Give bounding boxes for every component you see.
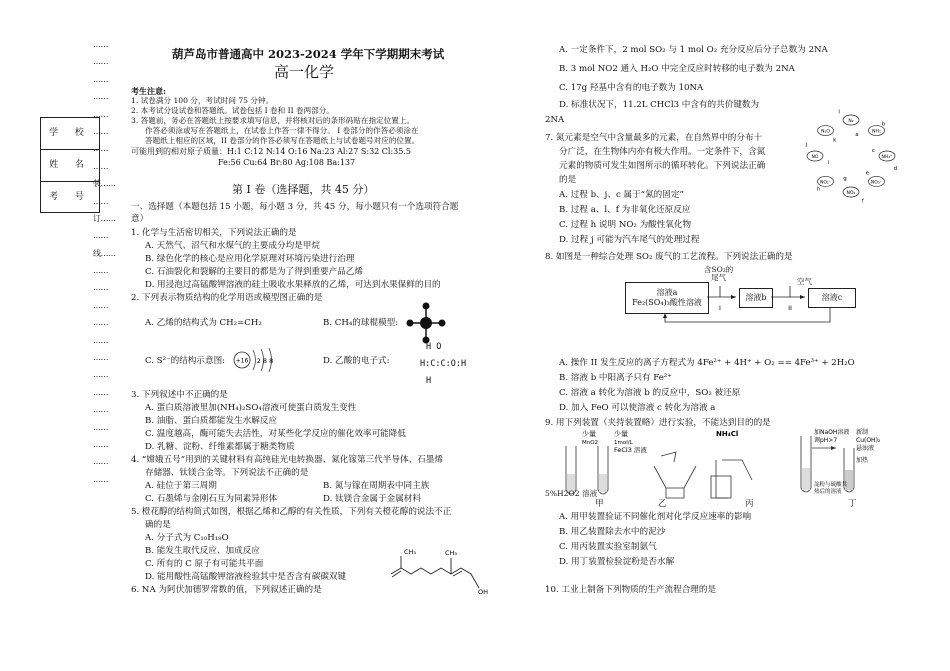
q9-stem: 9. 用下列装置（夹持装置略）进行实验，不能达到目的的是 [545, 418, 771, 428]
q9-option-c[interactable]: C. 用丙装置实验室制氨气 [559, 542, 657, 552]
ion-charge: +16 [235, 357, 249, 365]
note-line: 答题纸上相应的区域，II 卷部分的作答必须写在答题纸上与试卷题号对应的位置。 [145, 136, 420, 145]
hydroxyl-label: OH [478, 588, 489, 596]
cycle-process-letter: h [816, 186, 821, 193]
subject-title: 高一化学 [274, 63, 335, 81]
q9-option-a[interactable]: A. 用甲装置验证不同催化剂对化学反应速率的影响 [559, 512, 752, 522]
cu-2: Cu(OH)₂ [856, 437, 881, 444]
section-instructions-cont: 意） [131, 214, 149, 224]
q4-stem: 4. “嫦娥五号”用到的关键材料有高纯硅光电转换器、氮化镓第三代半导体、石墨烯 [131, 455, 443, 465]
ball-stick-model-icon [402, 300, 450, 346]
q2-stem: 2. 下列表示物质结构的化学用语或模型图正确的是 [131, 293, 323, 303]
l2: MnO2 [582, 440, 599, 446]
margin-dot: …… [93, 474, 108, 484]
q6-option-c[interactable]: C. 17g 羟基中含有的电子数为 10NA [559, 83, 704, 93]
q7-option-b[interactable]: B. 过程 a、l、f 为非氧化还原反应 [559, 205, 691, 215]
cycle-node-label: NO₂⁻ [819, 180, 832, 186]
margin-dot: …… [93, 387, 108, 397]
q5-option-d[interactable]: D. 能用酸性高锰酸钾溶液检验其中是否含有碳碳双键 [145, 572, 347, 582]
margin-dot: …… [93, 266, 108, 276]
cycle-node-label: NO [811, 155, 819, 160]
cycle-process-letter: k [833, 137, 837, 144]
starch-1: 淀粉与硫酸共 [814, 482, 848, 488]
l3: 少量 [614, 430, 628, 438]
flow-box-solution-b: 溶液b [739, 288, 773, 308]
margin-dot: …… [93, 109, 108, 119]
q5-stem: 5. 橙花醇的结构简式如图，根据乙烯和乙醇的有关性质，下列有关橙花醇的说法不正 [131, 507, 452, 517]
step-2: II [788, 304, 792, 312]
q7-stem-3: 元素的物质可发生如图所示的循环转化。下列说法正确 [559, 161, 766, 171]
margin-dot: …… [93, 40, 108, 49]
heat-label: 加热 [856, 457, 869, 464]
margin-dot: …… [93, 144, 108, 154]
naoh-1: 加NaOH溶液 [814, 429, 850, 436]
q7-option-c[interactable]: C. 过程 h 说明 NO₂ 为酸性氧化物 [559, 220, 692, 230]
l5: FeCl3 溶液 [614, 446, 647, 454]
nerol-structure-icon [383, 546, 493, 596]
q3-option-a[interactable]: A. 蛋白质溶液里加(NH₄)₂SO₄溶液可使蛋白质发生变性 [145, 403, 357, 413]
cycle-process-letter: l [838, 109, 840, 116]
margin-dot: …… [93, 318, 108, 328]
q10-stem: 10. 工业上制备下列物质的生产流程合理的是 [545, 585, 717, 595]
h2o2-label: 5%H2O2 溶液 [545, 489, 598, 498]
ed-bot: H [426, 376, 432, 387]
exam-title: 葫芦岛市普通高中 2023-2024 学年下学期期末考试 [172, 47, 445, 61]
margin-dot: 订…… [93, 213, 116, 223]
q4-option-d[interactable]: D. 钛镁合金属于金属材料 [323, 494, 421, 504]
ed-top: H O [426, 342, 442, 352]
flow-arrows [600, 270, 880, 332]
q5-stem-cont: 确的是 [145, 520, 171, 530]
nitrogen-cycle-diagram [803, 108, 899, 204]
margin-dot: …… [93, 422, 108, 432]
margin-dot: …… [93, 283, 108, 293]
nh4cl-label: NH₄Cl [716, 430, 739, 438]
q4-option-a[interactable]: A. 硅位于第三周期 [145, 481, 217, 491]
flow-input-1: 含SO₂的 [704, 265, 734, 274]
q5-option-a[interactable]: A. 分子式为 C₁₀H₁₈O [145, 533, 229, 543]
note-line: 3. 答题前，务必在答题纸上按要求填写信息，并将核对后的条形码贴在指定位置上。 [131, 116, 415, 125]
q3-option-d[interactable]: D. 乳糖、淀粉、纤维素都属于糖类物质 [145, 442, 295, 452]
binding-margin [93, 40, 115, 492]
margin-dot: …… [93, 92, 108, 102]
cu-1: 新制 [856, 429, 869, 436]
margin-dot: …… [93, 353, 108, 363]
naoh-2: 调pH>7 [814, 437, 838, 444]
q9-apparatus [556, 428, 886, 506]
q5-option-c[interactable]: C. 所有的 C 原子有可能共平面 [145, 559, 264, 569]
margin-dot: …… [93, 231, 108, 241]
q1-option-d[interactable]: D. 用浸泡过高锰酸钾溶液的硅土吸收水果释放的乙烯，可达到水果保鲜的目的 [145, 280, 441, 290]
q7-stem: 7. 氮元素是空气中含量最多的元素，在自然界中的分布十 [545, 133, 763, 143]
q3-stem: 3. 下列叙述中不正确的是 [131, 390, 228, 400]
cycle-process-letter: g [843, 176, 847, 183]
cycle-node-label: NH₄⁺ [881, 155, 893, 160]
cycle-process-letter: j [805, 142, 808, 149]
q7-stem-2: 分广泛，在生物体内亦有极大作用。一定条件下，含氮 [559, 147, 766, 157]
margin-dot: …… [93, 439, 108, 449]
atomic-masses: 可能用到的相对原子质量：H:1 C:12 N:14 O:16 Na:23 Al:27 S:32 Cl:35.5 [131, 147, 411, 156]
cycle-node-label: N₂O [821, 129, 830, 135]
box-a-label: 溶液a [656, 287, 678, 297]
margin-dot: 线…… [93, 248, 116, 258]
cycle-process-letter: a [855, 131, 859, 138]
q3-option-b[interactable]: B. 油脂、蛋白质都能发生水解反应 [145, 416, 278, 426]
box-a-sub: Fe₂(SO₄)₃酸性溶液 [632, 298, 702, 307]
cycle-process-letter: i [828, 159, 830, 166]
student-info-box [40, 117, 100, 213]
l4: 1mol/L [614, 440, 633, 446]
methyl-label: CH₃ [445, 549, 458, 557]
notes-heading: 考生注意: [131, 86, 166, 96]
cycle-process-letter: d [893, 165, 898, 172]
flow-box-solution-c: 溶液c [808, 288, 856, 308]
q1-option-c[interactable]: C. 石油裂化和裂解的主要目的都是为了得到重要产品乙烯 [145, 267, 363, 277]
apparatus-ding: 丁 [848, 499, 857, 509]
cycle-node-label: NO₃⁻ [870, 180, 883, 186]
cycle-process-letter: f [861, 198, 864, 204]
q6-option-d-cont: 2NA [545, 115, 565, 125]
margin-dot: …… [93, 405, 108, 415]
q8-option-b[interactable]: B. 溶液 b 中阳离子只有 Fe²⁺ [559, 373, 672, 383]
section-title: 第 I 卷（选择题，共 45 分） [232, 183, 375, 196]
margin-dot: …… [93, 196, 108, 206]
q1-stem: 1. 化学与生活密切相关，下列说法正确的是 [131, 228, 297, 238]
q8-option-a[interactable]: A. 操作 II 发生反应的离子方程式为 4Fe²⁺ + 4H⁺ + O₂ == 4Fe³⁺ + 2H₂O [559, 358, 855, 368]
ed-mid: H:C:C:O:H [420, 359, 467, 370]
flow-air-label: 空气 [797, 277, 812, 286]
q7-stem-4: 的是 [559, 175, 577, 185]
q6-option-a[interactable]: A. 一定条件下，2 mol SO₂ 与 1 mol O₂ 充分反应后分子总数为 2NA [559, 45, 828, 55]
note-line: 1. 试卷满分 100 分，考试时间 75 分钟。 [131, 96, 274, 105]
q8-option-c[interactable]: C. 溶液 a 转化为溶液 b 的反应中，SO₂ 被还原 [559, 388, 741, 398]
margin-dot: …… [93, 161, 108, 171]
apparatus-bing: 丙 [745, 499, 754, 509]
school-field[interactable]: 学 校 [41, 118, 99, 150]
q2-option-b[interactable]: B. CH₄的球棍模型: [323, 318, 399, 328]
margin-dot: …… [93, 335, 108, 345]
atomic-masses-2: Fe:56 Cu:64 Br:80 Ag:108 Ba:137 [218, 158, 356, 167]
q5-option-b[interactable]: B. 能发生取代反应、加成反应 [145, 546, 260, 556]
step-1: I [719, 304, 721, 312]
methyl-label: CH₃ [404, 548, 417, 556]
q2-option-c[interactable]: C. S²⁻的结构示意图: [145, 356, 226, 366]
note-line: 作答必须涂或写在答题纸上，在试卷上作答一律不得分。 I 卷部分的作答必须涂在 [145, 126, 419, 135]
q9-option-d[interactable]: D. 用丁装置检验淀粉是否水解 [559, 557, 675, 567]
margin-dot: …… [93, 370, 108, 380]
margin-dot: …… [93, 457, 108, 467]
q4-option-b[interactable]: B. 氮与镓在周期表中同主族 [323, 481, 430, 491]
cycle-process-letter: e [865, 170, 869, 177]
margin-dot: …… [93, 300, 108, 310]
q2-option-a[interactable]: A. 乙烯的结构式为 CH₂=CH₂ [145, 318, 262, 328]
apparatus-jia: 甲 [595, 499, 604, 509]
exam-number-field[interactable]: 考 号 [49, 191, 91, 202]
note-line: 2. 本考试分设试卷和答题纸。试卷包括 I 卷和 II 卷两部分。 [131, 106, 334, 115]
q6-option-b[interactable]: B. 3 mol NO2 通入 H₂O 中完全反应时转移的电子数为 2NA [559, 64, 795, 74]
cycle-node-label: NO₂ [846, 191, 856, 196]
q9-option-b[interactable]: B. 用乙装置除去水中的泥沙 [559, 527, 666, 537]
apparatus-yi: 乙 [658, 499, 667, 509]
q4-option-c[interactable]: C. 石墨烯与金刚石互为同素异形体 [145, 494, 278, 504]
q7-option-a[interactable]: A. 过程 b、j、c 属于“氮的固定” [559, 190, 684, 200]
q2-option-d[interactable]: D. 乙酸的电子式: [323, 356, 390, 366]
section-instructions: 一、选择题（本题包括 15 小题，每小题 3 分，共 45 分，每小题只有一个选项符合题 [131, 202, 459, 212]
margin-dot: …… [93, 57, 108, 67]
cycle-node-label: N₂ [848, 119, 854, 124]
flow-input-2: 尾气 [711, 273, 727, 283]
q7-option-d[interactable]: D. 过程 j 可能为汽车尾气的处理过程 [559, 235, 700, 245]
q8-option-d[interactable]: D. 加入 FeO 可以使溶液 c 转化为溶液 a [559, 403, 716, 413]
q1-option-b[interactable]: B. 绿色化学的核心是应用化学原理对环境污染进行治理 [145, 254, 355, 264]
q8-stem: 8. 如图是一种综合处理 SO₂ 废气的工艺流程。下列说法正确的是 [545, 252, 793, 262]
cycle-process-letter: c [871, 148, 875, 155]
margin-dot: …… [93, 126, 108, 136]
q6-stem: 6. NA 为阿伏加德罗常数的值，下列叙述正确的是 [131, 585, 322, 595]
ion-shells: 2 8 8 [256, 357, 274, 365]
sulfide-ion-structure-icon [231, 344, 287, 376]
cycle-node-label: NH₃ [872, 129, 881, 135]
cu-3: 悬浊液 [856, 445, 875, 452]
starch-2: 热后的溶液 [814, 489, 842, 495]
q4-stem-cont: 存储器、钛镁合金等。下列说法不正确的是 [145, 468, 309, 478]
name-field[interactable]: 姓 名 [41, 150, 99, 182]
acetic-acid-electron-formula [420, 342, 466, 387]
q1-option-a[interactable]: A. 天然气、沼气和水煤气的主要成分均是甲烷 [145, 241, 320, 251]
q6-option-d[interactable]: D. 标准状况下，11.2L CHCl3 中含有的共价键数为 [559, 100, 760, 110]
cycle-process-letter: b [881, 121, 886, 128]
q3-option-c[interactable]: C. 温度越高，酶可能失去活性，对某些化学反应的催化效率可能降低 [145, 429, 406, 439]
margin-dot: 装…… [93, 179, 116, 189]
margin-dot: …… [93, 74, 108, 84]
l1: 少量 [582, 430, 596, 438]
